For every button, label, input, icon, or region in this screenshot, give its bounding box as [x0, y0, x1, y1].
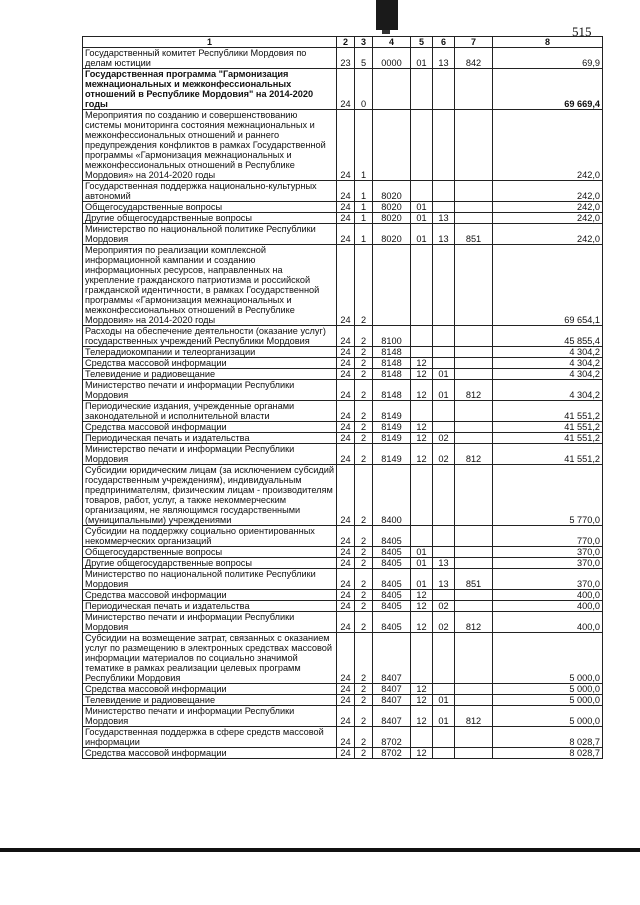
row-code: 24 — [337, 601, 355, 612]
row-code — [411, 347, 433, 358]
row-amount: 242,0 — [493, 202, 603, 213]
row-code: 24 — [337, 326, 355, 347]
row-code: 8149 — [373, 422, 411, 433]
row-code — [411, 69, 433, 110]
row-code — [455, 326, 493, 347]
table-row — [83, 245, 603, 326]
row-code: 02 — [433, 444, 455, 465]
row-label: Периодическая печать и издательства — [83, 433, 337, 444]
row-code: 24 — [337, 684, 355, 695]
row-code: 8149 — [373, 444, 411, 465]
row-code — [433, 526, 455, 547]
row-code: 01 — [411, 202, 433, 213]
row-label: Государственная поддержка национально-культурных автономий — [83, 181, 337, 202]
row-code: 8020 — [373, 202, 411, 213]
row-code — [373, 110, 411, 181]
table-row — [83, 695, 603, 706]
row-code — [411, 727, 433, 748]
column-header: 5 — [411, 37, 433, 48]
row-label: Министерство печати и информации Республики Мордовия — [83, 706, 337, 727]
row-code: 12 — [411, 590, 433, 601]
row-code: 2 — [355, 633, 373, 684]
row-code: 1 — [355, 213, 373, 224]
row-label: Субсидии на возмещение затрат, связанных с оказанием услуг по размещению в электронных средствах массовой информации материалов по социально значимой тематике в рамках реализации целевых программ Республики Мордовия — [83, 633, 337, 684]
row-code: 2 — [355, 706, 373, 727]
row-code: 24 — [337, 706, 355, 727]
row-code — [455, 202, 493, 213]
row-code: 01 — [433, 380, 455, 401]
row-code — [455, 401, 493, 422]
row-label: Телевидение и радиовещание — [83, 369, 337, 380]
row-code: 8148 — [373, 380, 411, 401]
row-code: 0000 — [373, 48, 411, 69]
row-code — [455, 110, 493, 181]
table-row — [83, 401, 603, 422]
row-code — [433, 202, 455, 213]
row-code: 2 — [355, 748, 373, 759]
table-row — [83, 612, 603, 633]
row-code: 01 — [411, 558, 433, 569]
row-label: Периодические издания, учрежденные органами законодательной и исполнительной власти — [83, 401, 337, 422]
row-code — [433, 727, 455, 748]
table-row — [83, 422, 603, 433]
row-code: 12 — [411, 612, 433, 633]
budget-table — [82, 36, 603, 759]
page-number: 515 — [572, 24, 592, 39]
row-code: 24 — [337, 69, 355, 110]
row-code: 8407 — [373, 706, 411, 727]
table-row — [83, 547, 603, 558]
row-label: Министерство печати и информации Республики Мордовия — [83, 612, 337, 633]
row-code — [455, 695, 493, 706]
row-code: 8405 — [373, 558, 411, 569]
row-code: 2 — [355, 695, 373, 706]
row-code — [411, 526, 433, 547]
row-amount: 4 304,2 — [493, 347, 603, 358]
row-label: Государственный комитет Республики Мордовия по делам юстиции — [83, 48, 337, 69]
table-row — [83, 684, 603, 695]
row-code: 2 — [355, 422, 373, 433]
row-code: 2 — [355, 358, 373, 369]
column-header: 6 — [433, 37, 455, 48]
table-body — [83, 48, 603, 759]
row-code: 24 — [337, 590, 355, 601]
row-code: 2 — [355, 369, 373, 380]
table-row — [83, 444, 603, 465]
table-row — [83, 748, 603, 759]
row-amount: 770,0 — [493, 526, 603, 547]
row-code — [433, 422, 455, 433]
row-code: 2 — [355, 347, 373, 358]
row-code: 8405 — [373, 569, 411, 590]
row-code — [455, 684, 493, 695]
row-code: 8407 — [373, 695, 411, 706]
row-code: 2 — [355, 684, 373, 695]
row-code — [433, 347, 455, 358]
row-code — [455, 526, 493, 547]
row-code: 24 — [337, 380, 355, 401]
row-label: Субсидии на поддержку социально ориентированных некоммерческих организаций — [83, 526, 337, 547]
row-code: 2 — [355, 380, 373, 401]
row-amount: 400,0 — [493, 601, 603, 612]
table-row — [83, 465, 603, 526]
table-row — [83, 633, 603, 684]
row-code: 24 — [337, 558, 355, 569]
column-header: 7 — [455, 37, 493, 48]
row-code: 02 — [433, 601, 455, 612]
row-code: 24 — [337, 110, 355, 181]
row-label: Средства массовой информации — [83, 422, 337, 433]
row-label: Средства массовой информации — [83, 684, 337, 695]
row-code: 01 — [411, 213, 433, 224]
row-code — [455, 633, 493, 684]
row-code: 01 — [433, 695, 455, 706]
table-row — [83, 347, 603, 358]
scan-bottom-edge — [0, 848, 640, 852]
row-amount: 69 654,1 — [493, 245, 603, 326]
table-row — [83, 601, 603, 612]
row-amount: 45 855,4 — [493, 326, 603, 347]
row-code: 24 — [337, 369, 355, 380]
row-code: 1 — [355, 110, 373, 181]
row-label: Министерство по национальной политике Республики Мордовия — [83, 224, 337, 245]
row-code: 12 — [411, 444, 433, 465]
row-code — [455, 69, 493, 110]
row-code: 8149 — [373, 433, 411, 444]
row-code: 01 — [411, 48, 433, 69]
row-label: Министерство печати и информации Республики Мордовия — [83, 380, 337, 401]
row-code — [411, 633, 433, 684]
row-code — [433, 181, 455, 202]
row-amount: 370,0 — [493, 558, 603, 569]
row-code: 24 — [337, 358, 355, 369]
row-amount: 41 551,2 — [493, 444, 603, 465]
row-code — [455, 601, 493, 612]
row-code — [433, 358, 455, 369]
row-code: 8148 — [373, 369, 411, 380]
table-row — [83, 569, 603, 590]
table-row — [83, 380, 603, 401]
row-code — [455, 433, 493, 444]
row-code: 8020 — [373, 181, 411, 202]
row-code — [433, 245, 455, 326]
row-code: 24 — [337, 465, 355, 526]
row-code — [455, 369, 493, 380]
row-label: Средства массовой информации — [83, 748, 337, 759]
row-label: Телерадиокомпании и телеорганизации — [83, 347, 337, 358]
table-row — [83, 326, 603, 347]
row-code: 812 — [455, 380, 493, 401]
row-code: 24 — [337, 612, 355, 633]
row-label: Телевидение и радиовещание — [83, 695, 337, 706]
row-label: Субсидии юридическим лицам (за исключением субсидий государственным учреждениям), индивидуальным предпринимателям, физическим лицам - производителям товаров, работ, услуг, а также некоммерческим организациям, не являющимся государственными (муниципальными) учреждениями — [83, 465, 337, 526]
row-code — [411, 465, 433, 526]
row-code — [455, 727, 493, 748]
row-code: 812 — [455, 706, 493, 727]
row-label: Государственная программа "Гармонизация межнациональных и межконфессиональных отношений в Республике Мордовия" на 2014-2020 годы — [83, 69, 337, 110]
row-code: 24 — [337, 748, 355, 759]
row-amount: 69 669,4 — [493, 69, 603, 110]
row-amount: 4 304,2 — [493, 358, 603, 369]
row-code: 8149 — [373, 401, 411, 422]
row-code: 2 — [355, 433, 373, 444]
row-code: 8407 — [373, 633, 411, 684]
row-code: 0 — [355, 69, 373, 110]
row-amount: 400,0 — [493, 612, 603, 633]
row-code: 8407 — [373, 684, 411, 695]
table-row — [83, 369, 603, 380]
row-code: 24 — [337, 181, 355, 202]
table-row — [83, 706, 603, 727]
row-code: 1 — [355, 181, 373, 202]
row-code: 13 — [433, 569, 455, 590]
row-amount: 69,9 — [493, 48, 603, 69]
row-code: 2 — [355, 547, 373, 558]
row-code: 12 — [411, 695, 433, 706]
row-code — [433, 401, 455, 422]
row-code — [455, 245, 493, 326]
row-amount: 242,0 — [493, 181, 603, 202]
table-row — [83, 433, 603, 444]
row-code: 2 — [355, 558, 373, 569]
row-code — [411, 401, 433, 422]
row-code: 851 — [455, 569, 493, 590]
row-code: 8020 — [373, 213, 411, 224]
row-amount: 41 551,2 — [493, 422, 603, 433]
row-code — [455, 558, 493, 569]
row-code: 01 — [411, 569, 433, 590]
row-code: 5 — [355, 48, 373, 69]
table-row — [83, 213, 603, 224]
row-code — [433, 633, 455, 684]
row-code — [433, 465, 455, 526]
row-label: Другие общегосударственные вопросы — [83, 213, 337, 224]
table-row — [83, 110, 603, 181]
row-code: 1 — [355, 224, 373, 245]
row-code — [411, 110, 433, 181]
row-code: 2 — [355, 326, 373, 347]
row-label: Другие общегосударственные вопросы — [83, 558, 337, 569]
row-code: 2 — [355, 526, 373, 547]
row-code: 8405 — [373, 601, 411, 612]
row-code: 8020 — [373, 224, 411, 245]
scan-artifact — [376, 0, 398, 30]
row-amount: 5 000,0 — [493, 633, 603, 684]
row-label: Общегосударственные вопросы — [83, 202, 337, 213]
row-code: 24 — [337, 224, 355, 245]
row-amount: 242,0 — [493, 224, 603, 245]
row-code: 8405 — [373, 590, 411, 601]
row-code: 842 — [455, 48, 493, 69]
row-code: 12 — [411, 369, 433, 380]
row-code: 2 — [355, 245, 373, 326]
column-header: 4 — [373, 37, 411, 48]
row-amount: 8 028,7 — [493, 727, 603, 748]
row-code: 12 — [411, 380, 433, 401]
row-code — [455, 358, 493, 369]
row-code: 24 — [337, 547, 355, 558]
row-code — [433, 110, 455, 181]
row-code: 24 — [337, 444, 355, 465]
row-amount: 4 304,2 — [493, 369, 603, 380]
header-row — [83, 37, 603, 48]
row-code: 12 — [411, 433, 433, 444]
row-code: 13 — [433, 558, 455, 569]
row-code: 851 — [455, 224, 493, 245]
row-code: 8702 — [373, 748, 411, 759]
row-code: 8148 — [373, 358, 411, 369]
row-code: 13 — [433, 224, 455, 245]
row-code: 24 — [337, 727, 355, 748]
row-code: 24 — [337, 245, 355, 326]
row-amount: 5 000,0 — [493, 706, 603, 727]
row-code: 12 — [411, 358, 433, 369]
row-code: 24 — [337, 202, 355, 213]
row-label: Министерство по национальной политике Республики Мордовия — [83, 569, 337, 590]
row-code: 24 — [337, 347, 355, 358]
row-amount: 242,0 — [493, 213, 603, 224]
table-row — [83, 48, 603, 69]
table-row — [83, 590, 603, 601]
row-amount: 370,0 — [493, 569, 603, 590]
row-label: Мероприятия по реализации комплексной информационной кампании и созданию информационных ресурсов, направленных на укрепление гражданского патриотизма и российской гражданской идентичности, в рамках Государственной программы «Гармонизация межнациональных и межконфессиональных отношений в Республике Мордовия» на 2014-2020 годы — [83, 245, 337, 326]
row-code — [411, 326, 433, 347]
row-code — [373, 69, 411, 110]
row-code: 2 — [355, 444, 373, 465]
column-header: 1 — [83, 37, 337, 48]
row-code: 2 — [355, 569, 373, 590]
row-code: 01 — [433, 369, 455, 380]
row-code: 8702 — [373, 727, 411, 748]
row-code: 12 — [411, 684, 433, 695]
row-code — [455, 181, 493, 202]
row-code — [455, 590, 493, 601]
row-code: 02 — [433, 612, 455, 633]
row-code: 01 — [411, 224, 433, 245]
row-code: 8405 — [373, 547, 411, 558]
row-code: 24 — [337, 401, 355, 422]
row-code: 2 — [355, 401, 373, 422]
table-row — [83, 224, 603, 245]
row-amount: 5 000,0 — [493, 684, 603, 695]
row-amount: 400,0 — [493, 590, 603, 601]
table-row — [83, 358, 603, 369]
table-row — [83, 526, 603, 547]
row-code: 8405 — [373, 612, 411, 633]
row-code — [433, 547, 455, 558]
row-code — [455, 748, 493, 759]
row-code: 12 — [411, 748, 433, 759]
row-code — [455, 422, 493, 433]
row-code — [433, 69, 455, 110]
row-code: 23 — [337, 48, 355, 69]
row-code: 2 — [355, 612, 373, 633]
row-amount: 4 304,2 — [493, 380, 603, 401]
row-code — [455, 465, 493, 526]
row-code — [455, 213, 493, 224]
row-code: 24 — [337, 569, 355, 590]
row-label: Общегосударственные вопросы — [83, 547, 337, 558]
row-amount: 242,0 — [493, 110, 603, 181]
row-label: Мероприятия по созданию и совершенствованию системы мониторинга состояния межнациональных и межконфессиональных отношений и раннего предупреждения конфликтов в рамках Государственной программы «Гармонизация межнациональных и межконфессиональных отношений в Республике Мордовия» на 2014-2020 годы — [83, 110, 337, 181]
row-code — [433, 684, 455, 695]
table-row — [83, 202, 603, 213]
row-label: Государственная поддержка в сфере средств массовой информации — [83, 727, 337, 748]
row-amount: 41 551,2 — [493, 433, 603, 444]
row-amount: 5 770,0 — [493, 465, 603, 526]
row-code: 02 — [433, 433, 455, 444]
row-code — [433, 326, 455, 347]
row-code: 13 — [433, 48, 455, 69]
row-code: 812 — [455, 444, 493, 465]
row-code — [411, 245, 433, 326]
row-code — [455, 347, 493, 358]
row-code: 2 — [355, 727, 373, 748]
row-label: Средства массовой информации — [83, 358, 337, 369]
row-label: Средства массовой информации — [83, 590, 337, 601]
row-label: Министерство печати и информации Республики Мордовия — [83, 444, 337, 465]
row-code — [433, 748, 455, 759]
row-label: Периодическая печать и издательства — [83, 601, 337, 612]
row-code: 2 — [355, 465, 373, 526]
row-code: 8100 — [373, 326, 411, 347]
table-row — [83, 727, 603, 748]
row-code: 8400 — [373, 465, 411, 526]
row-code — [411, 181, 433, 202]
row-code: 24 — [337, 213, 355, 224]
row-label: Расходы на обеспечение деятельности (оказание услуг) государственных учреждений Республики Мордовия — [83, 326, 337, 347]
row-amount: 41 551,2 — [493, 401, 603, 422]
row-code: 24 — [337, 422, 355, 433]
row-code: 01 — [411, 547, 433, 558]
table-row — [83, 558, 603, 569]
table-row — [83, 69, 603, 110]
row-code — [373, 245, 411, 326]
row-code: 2 — [355, 601, 373, 612]
row-code: 8405 — [373, 526, 411, 547]
row-code: 812 — [455, 612, 493, 633]
row-code: 24 — [337, 526, 355, 547]
row-amount: 8 028,7 — [493, 748, 603, 759]
row-code: 01 — [433, 706, 455, 727]
column-header: 8 — [493, 37, 603, 48]
row-code: 24 — [337, 695, 355, 706]
column-header: 3 — [355, 37, 373, 48]
row-code: 12 — [411, 601, 433, 612]
column-header: 2 — [337, 37, 355, 48]
table-row — [83, 181, 603, 202]
row-code: 12 — [411, 422, 433, 433]
row-code: 8148 — [373, 347, 411, 358]
row-code — [433, 590, 455, 601]
row-code: 12 — [411, 706, 433, 727]
row-amount: 5 000,0 — [493, 695, 603, 706]
row-code: 2 — [355, 590, 373, 601]
row-code: 1 — [355, 202, 373, 213]
row-code: 24 — [337, 433, 355, 444]
row-code — [455, 547, 493, 558]
row-amount: 370,0 — [493, 547, 603, 558]
row-code: 13 — [433, 213, 455, 224]
row-code: 24 — [337, 633, 355, 684]
